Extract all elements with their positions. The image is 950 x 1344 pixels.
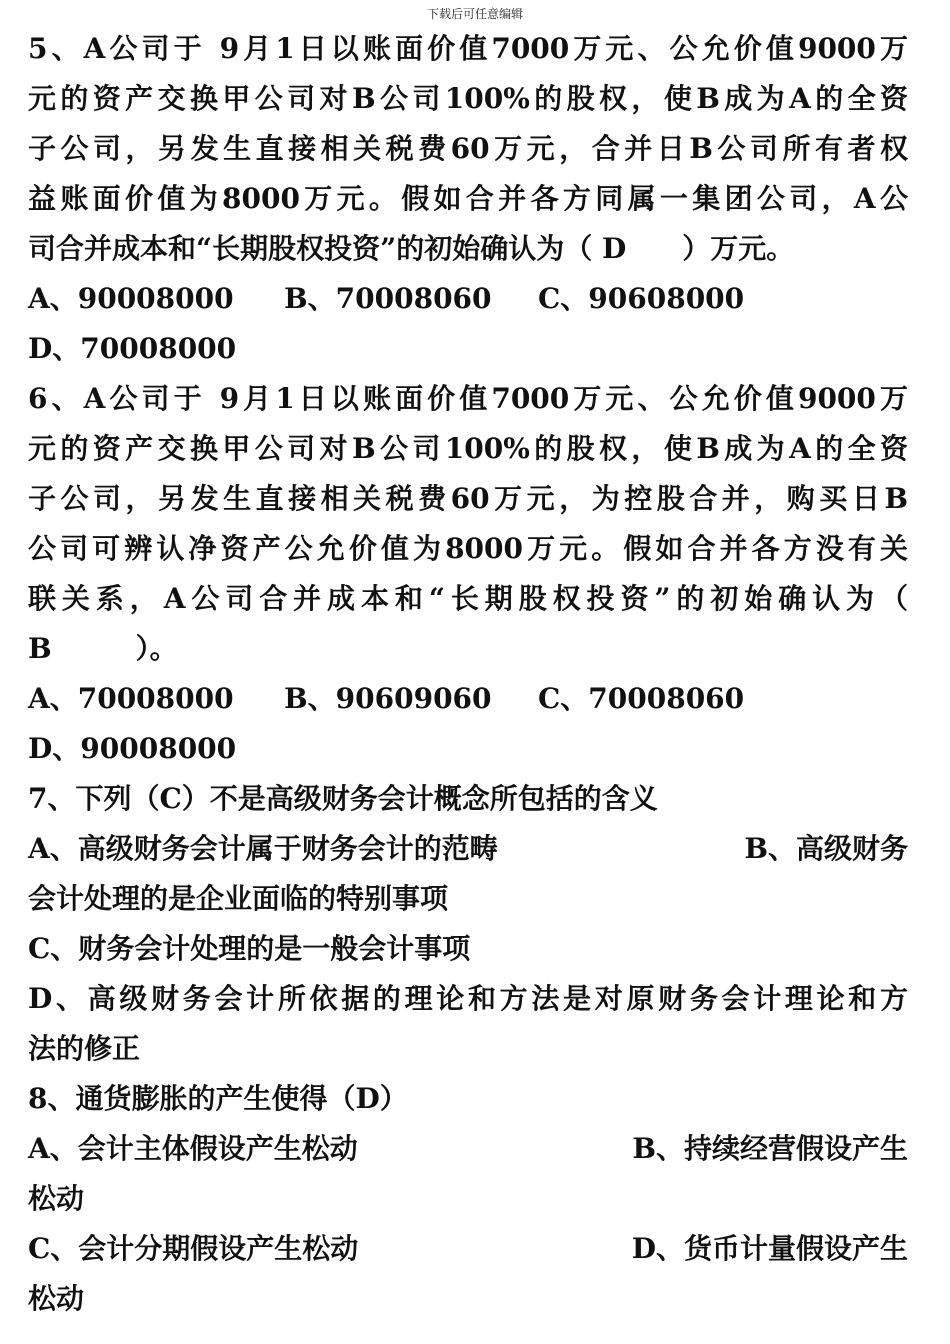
option-c: C、会计分期假设产生松动	[28, 1232, 359, 1265]
option-c: C、90608000	[538, 282, 745, 315]
question-7	[28, 774, 908, 1074]
option-d: D、90008000	[28, 732, 237, 765]
option-a: A、会计主体假设产生松动	[28, 1132, 358, 1165]
question-8-options-ab	[28, 1124, 908, 1174]
question-5	[28, 24, 908, 374]
option-d-continued: 法的修正	[28, 1032, 141, 1065]
document-body	[28, 24, 908, 1324]
option-a: A、90008000	[28, 282, 234, 315]
option-a: A、70008000	[28, 682, 234, 715]
option-d: D、70008000	[28, 332, 237, 365]
option-b: B、高级财务	[744, 832, 908, 865]
question-8-stem: 8、通货膨胀的产生使得（D）	[28, 1082, 408, 1115]
option-d: D、高级财务会计所依据的理论和方法是对原财务会计理论和方	[28, 982, 908, 1015]
question-6-options	[28, 674, 908, 724]
option-d: D、货币计量假设产生	[631, 1232, 908, 1265]
option-d-continued: 松动	[28, 1282, 85, 1315]
option-c: C、财务会计处理的是一般会计事项	[28, 932, 471, 965]
question-8-options-cd	[28, 1224, 908, 1274]
question-6-line: 子公司，另发生直接相关税费60万元，为控股合并，购买日B	[28, 482, 908, 515]
question-5-line: 子公司，另发生直接相关税费60万元，合并日B公司所有者权	[28, 132, 908, 165]
question-6	[28, 374, 908, 774]
option-b: B、90609060	[284, 682, 492, 715]
question-5-line: 元的资产交换甲公司对B公司100%的股权，使B成为A的全资	[28, 82, 908, 115]
question-5-options	[28, 274, 908, 324]
question-6-line: 公司可辨认净资产公允价值为8000万元。假如合并各方没有关	[28, 532, 908, 565]
option-a: A、高级财务会计属于财务会计的范畴	[28, 832, 498, 865]
question-6-line: 元的资产交换甲公司对B公司100%的股权，使B成为A的全资	[28, 432, 908, 465]
question-6-line: 6、A公司于 9月1日以账面价值7000万元、公允价值9000万	[28, 382, 908, 415]
question-6-line: B ）。	[28, 632, 178, 665]
question-7-stem: 7、下列（C）不是高级财务会计概念所包括的含义	[28, 782, 658, 815]
question-5-line: 益账面价值为8000万元。假如合并各方同属一集团公司，A公	[28, 182, 908, 215]
option-c: C、70008060	[538, 682, 745, 715]
option-b: B、70008060	[284, 282, 492, 315]
question-5-line: 5、A公司于 9月1日以账面价值7000万元、公允价值9000万	[28, 32, 908, 65]
question-6-line: 联关系，A公司合并成本和“长期股权投资”的初始确认为（	[28, 582, 908, 615]
question-8	[28, 1074, 908, 1324]
question-7-options-ab	[28, 824, 908, 874]
question-5-line: 司合并成本和“长期股权投资”的初始确认为（ D ）万元。	[28, 232, 795, 265]
option-b-continued: 松动	[28, 1182, 85, 1215]
option-b: B、持续经营假设产生	[632, 1132, 908, 1165]
option-b-continued: 会计处理的是企业面临的特别事项	[28, 882, 449, 915]
page-header: 下载后可任意编辑	[426, 7, 523, 21]
